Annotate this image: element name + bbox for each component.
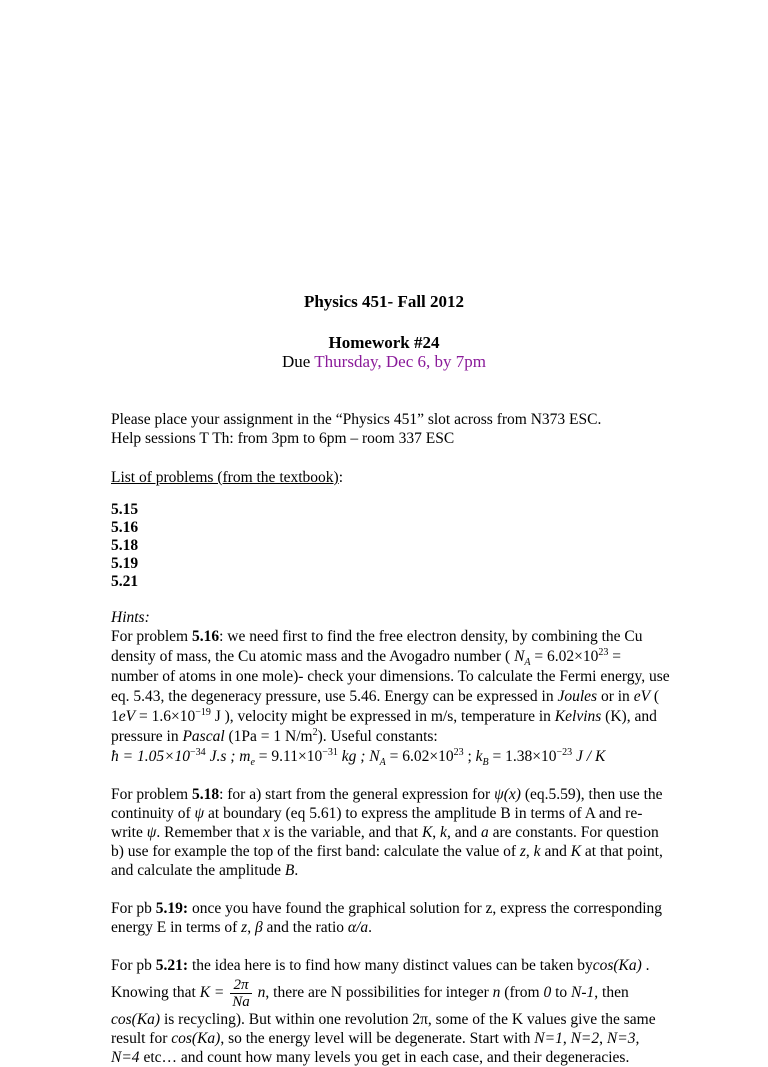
- math-symbol: m: [239, 748, 251, 765]
- hint-text: are constants. For question b) use for example the top of the first band: calculate the value of: [111, 824, 659, 860]
- problem-number: 5.21:: [155, 957, 189, 974]
- hints-section: [111, 608, 671, 1067]
- problem-item: 5.15: [111, 501, 139, 518]
- problem-number: 5.16: [191, 628, 220, 645]
- math-value: = 6.02×10: [530, 648, 599, 665]
- math-symbol: N=1: [534, 1030, 563, 1047]
- due-date: Thursday, Dec 6, by 7pm: [314, 352, 486, 371]
- math-symbol: α/a: [347, 919, 369, 936]
- hint-text: ,: [247, 919, 255, 936]
- hint-emphasis: eV: [633, 688, 651, 705]
- hint-text: For pb: [111, 957, 156, 974]
- math-exponent: −31: [322, 746, 338, 758]
- hint-text: ,: [562, 1030, 571, 1047]
- hint-text: , so the energy level will be degenerate. Start with: [220, 1030, 535, 1047]
- math-value: ħ = 1.05×10: [111, 748, 191, 765]
- math-symbol: eV: [118, 708, 136, 725]
- hint-text: For pb: [111, 900, 156, 917]
- homework-title: Homework #24: [328, 333, 440, 352]
- math-symbol: K: [570, 843, 582, 860]
- math-symbol: N: [514, 648, 525, 665]
- math-symbol: x: [263, 824, 271, 841]
- hint-text: ,: [599, 1030, 607, 1047]
- math-symbol: cos(Ka): [592, 957, 642, 974]
- hints-label: Hints:: [111, 609, 150, 626]
- hint-text: .: [368, 919, 372, 936]
- math-symbol: cos(Ka): [111, 1011, 161, 1028]
- hint-5-21-continuation: [111, 1010, 671, 1067]
- math-symbol: ψ: [146, 824, 157, 841]
- math-symbol: N: [369, 748, 380, 765]
- fraction-denominator: Na: [232, 994, 250, 1010]
- math-symbol: k: [533, 843, 541, 860]
- math-symbol: z: [241, 919, 248, 936]
- math-symbol: cos(Ka): [171, 1030, 221, 1047]
- math-symbol: z: [519, 843, 526, 860]
- math-subscript: A: [379, 757, 386, 769]
- problem-list: [111, 501, 671, 591]
- course-title: Physics 451- Fall 2012: [303, 292, 465, 311]
- hint-text: : we need first to find the free electron density, by combining the Cu density of mass, the Cu atomic mass and the Avogadro number (: [111, 628, 643, 665]
- hint-emphasis: Joules: [557, 688, 598, 705]
- hint-5-19: [111, 899, 671, 937]
- hint-text: once you have found the graphical solution for z, express the corresponding energy E in terms of: [111, 900, 662, 936]
- hint-text: : for a) start from the general expression for: [219, 786, 495, 803]
- math-value: = 1.38×10: [488, 748, 557, 765]
- math-exponent: −23: [556, 746, 573, 758]
- hint-text: or in: [597, 688, 634, 705]
- math-symbol: N=4: [111, 1049, 140, 1066]
- math-subscript: A: [524, 657, 531, 669]
- math-symbol: N=3,: [606, 1030, 640, 1047]
- hint-text: ( 1: [111, 688, 660, 725]
- hint-text: , there are N possibilities for integer: [265, 984, 493, 1002]
- hint-text: For problem: [111, 786, 192, 803]
- due-line: [0, 352, 768, 372]
- math-value: = 6.02×10: [385, 748, 454, 765]
- math-exponent: −34: [190, 746, 206, 758]
- math-exponent: 23: [598, 646, 609, 658]
- math-symbol: ψ: [194, 805, 205, 822]
- fraction-numerator: 2π: [230, 977, 252, 994]
- math-symbol: K: [421, 824, 433, 841]
- due-prefix: Due: [282, 352, 315, 371]
- math-exponent: 2: [312, 726, 318, 738]
- math-symbol: K =: [199, 984, 229, 1002]
- hint-text: at that point, and calculate the amplitude: [111, 843, 663, 879]
- math-value: = 9.11×10: [254, 748, 323, 765]
- hint-text: (from: [500, 984, 544, 1002]
- math-symbol: k: [440, 824, 447, 841]
- hint-text: = number of atoms in one mole)- check your dimensions. To calculate the Fermi energy, use eq. 5.43, the degeneracy pressure, use 5.46. Energy can be expressed in: [111, 648, 670, 705]
- hint-text: (1Pa = 1 N/m: [224, 728, 313, 745]
- hint-text: . Remember that: [156, 824, 264, 841]
- math-symbol: n: [492, 984, 501, 1002]
- hint-text: For problem: [111, 628, 192, 645]
- instruction-line-2: Help sessions T Th: from 3pm to 6pm – room 337 ESC: [111, 430, 455, 447]
- math-symbol: B: [284, 862, 295, 879]
- math-subscript: B: [482, 757, 489, 769]
- math-symbol: β: [254, 919, 263, 936]
- hint-text: and: [540, 843, 571, 860]
- hint-5-18: [111, 785, 671, 880]
- hint-5-21: [111, 956, 671, 1067]
- hint-text: Knowing that: [111, 984, 200, 1002]
- math-symbol: N=2: [570, 1030, 600, 1047]
- hint-text: ). Useful constants:: [317, 728, 438, 745]
- math-exponent: −19: [195, 706, 211, 718]
- math-symbol: k: [475, 748, 483, 765]
- math-symbol: ψ(x): [494, 786, 521, 803]
- hint-text: (eq.5.59), then use the continuity of: [111, 786, 663, 822]
- hint-text: , and: [446, 824, 481, 841]
- math-subscript: e: [250, 757, 255, 769]
- problem-number: 5.19:: [155, 900, 189, 917]
- problem-item: 5.16: [111, 519, 139, 536]
- hint-emphasis: Kelvins: [554, 708, 602, 725]
- problem-item: 5.18: [111, 537, 139, 554]
- hint-text: .: [641, 957, 650, 974]
- math-symbol: 0: [543, 984, 552, 1002]
- problem-list-heading-colon: :: [338, 469, 344, 486]
- math-symbol: a: [480, 824, 489, 841]
- hint-text: the idea here is to find how many distinct values can be taken by: [188, 957, 593, 974]
- math-unit: J / K: [572, 748, 606, 765]
- hint-text: , then: [594, 984, 629, 1002]
- problem-list-heading: [111, 468, 671, 487]
- math-unit: kg ;: [337, 748, 370, 765]
- math-unit: J.s ;: [205, 748, 240, 765]
- hint-text: is the variable, and that: [270, 824, 422, 841]
- hint-5-16: [111, 627, 671, 767]
- problem-list-heading-text: List of problems (from the textbook): [111, 469, 339, 486]
- hint-text: ,: [525, 843, 534, 860]
- hint-text: etc… and count how many levels you get in each case, and their degeneracies.: [139, 1049, 630, 1066]
- hint-text: ,: [432, 824, 441, 841]
- math-separator: ;: [463, 748, 476, 765]
- hint-emphasis: Pascal: [182, 728, 225, 745]
- math-value: = 1.6×10: [135, 708, 196, 725]
- problem-item: 5.21: [111, 573, 139, 590]
- problem-number: 5.18: [191, 786, 220, 803]
- math-symbol: N-1: [571, 984, 595, 1002]
- hint-text: is recycling). But within one revolution 2π, some of the K values give the same result for: [111, 1011, 656, 1047]
- useful-constants-line: [111, 747, 671, 767]
- hint-text: and the ratio: [262, 919, 348, 936]
- hint-text: at boundary (eq 5.61) to express the amplitude B in terms of A and re-write: [111, 805, 643, 841]
- instruction-line-1: Please place your assignment in the “Physics 451” slot across from N373 ESC.: [111, 411, 602, 428]
- hint-text: .: [294, 862, 299, 879]
- instructions: [111, 410, 671, 448]
- hint-text: (K), and pressure in: [111, 708, 657, 745]
- hint-text: to: [551, 984, 572, 1002]
- problem-item: 5.19: [111, 555, 139, 572]
- math-exponent: 23: [453, 746, 464, 758]
- hint-text: J ), velocity might be expressed in m/s, temperature in: [210, 708, 555, 725]
- math-symbol: n: [253, 984, 266, 1002]
